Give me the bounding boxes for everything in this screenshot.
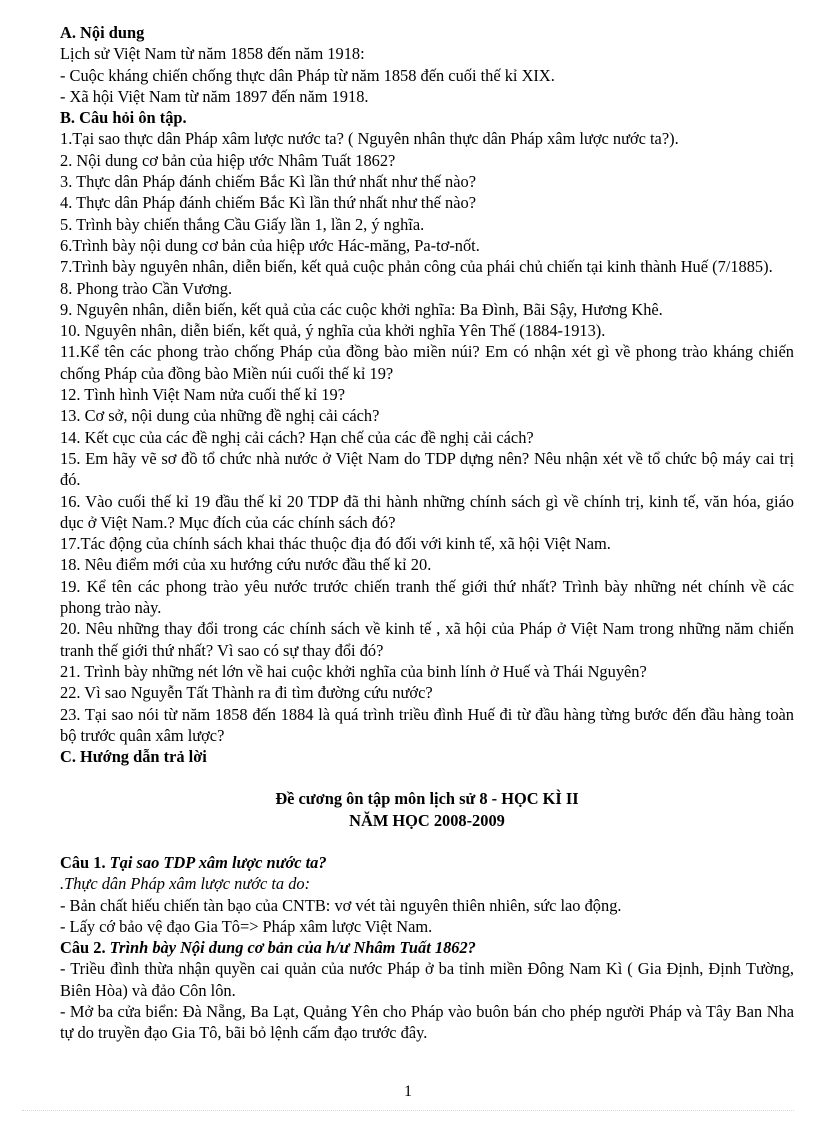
question-item: 9. Nguyên nhân, diễn biến, kết quả của các cuộc khởi nghĩa: Ba Đình, Bãi Sậy, Hương Khê.: [60, 299, 663, 319]
question-item: 3. Thực dân Pháp đánh chiếm Bắc Kì lần thứ nhất như thế nào?: [60, 172, 476, 192]
question-item: 13. Cơ sở, nội dung của những đề nghị cải cách?: [60, 406, 380, 426]
question-item: 4. Thực dân Pháp đánh chiếm Bắc Kì lần thứ nhất như thế nào?: [60, 193, 476, 213]
section-b-heading: B. Câu hỏi ôn tập.: [60, 108, 187, 128]
section-a-line: Lịch sử Việt Nam từ năm 1858 đến năm 1918:: [60, 44, 365, 64]
question-item: 16. Vào cuối thế kỉ 19 đầu thế kỉ 20 TDP đã thi hành những chính sách gì về chính trị, kinh tế, văn hóa, giáo dục ở Việt Nam.? Mục đích của các chính sách đó?: [60, 491, 794, 532]
question-item: 6.Trình bày nội dung cơ bản của hiệp ước Hác-măng, Pa-tơ-nốt.: [60, 235, 480, 255]
question-item: 12. Tình hình Việt Nam nửa cuối thế kỉ 19?: [60, 385, 345, 405]
question-item: 15. Em hãy vẽ sơ đồ tổ chức nhà nước ở Việt Nam do TDP dựng nên? Nêu nhận xét về tổ chức bộ máy cai trị đó.: [60, 448, 794, 490]
answer-intro: .Thực dân Pháp xâm lược nước ta do:: [60, 874, 311, 894]
page-footer-divider: [22, 1110, 794, 1111]
answer-line: - Triều đình thừa nhận quyền cai quản của nước Pháp ở ba tỉnh miền Đông Nam Kì ( Gia Định, Định Tường, Biên Hòa) và đảo Côn lôn.: [60, 959, 794, 1000]
question-item: 8. Phong trào Cần Vương.: [60, 278, 233, 298]
document-page: [60, 22, 794, 1044]
question-item: 18. Nêu điểm mới của xu hướng cứu nước đầu thế kỉ 20.: [60, 555, 432, 575]
answer-line: - Lấy cớ bảo vệ đạo Gia Tô=> Pháp xâm lược Việt Nam.: [60, 916, 433, 936]
school-year: NĂM HỌC 2008-2009: [349, 810, 505, 830]
answer-question: Trình bày Nội dung cơ bản của h/ư Nhâm Tuất 1862?: [109, 938, 476, 958]
section-c-heading: C. Hướng dẫn trả lời: [60, 747, 207, 767]
question-item: 11.Kể tên các phong trào chống Pháp của đồng bào miền núi? Em có nhận xét gì về phong trào kháng chiến chống Pháp của đồng bào Miền núi cuối thế kỉ 19?: [60, 342, 794, 383]
section-a-line: - Xã hội Việt Nam từ năm 1897 đến năm 1918.: [60, 86, 369, 106]
question-item: 19. Kể tên các phong trào yêu nước trước chiến tranh thế giới thứ nhất? Trình bày những nét chính về các phong trào này.: [60, 576, 794, 618]
question-item: 10. Nguyên nhân, diễn biến, kết quả, ý nghĩa của khởi nghĩa Yên Thế (1884-1913).: [60, 321, 606, 341]
question-item: 14. Kết cục của các đề nghị cải cách? Hạn chế của các đề nghị cải cách?: [60, 427, 534, 447]
question-item: 5. Trình bày chiến thắng Cầu Giấy lần 1, lần 2, ý nghĩa.: [60, 214, 425, 234]
answer-label: Câu 2.: [60, 938, 106, 958]
answer-heading: [60, 937, 794, 958]
answer-heading: [60, 852, 794, 873]
question-item: 23. Tại sao nói từ năm 1858 đến 1884 là quá trình triều đình Huế đi từ đầu hàng từng bước đến đầu hàng toàn bộ trước quân xâm lược?: [60, 704, 794, 745]
document-title: Đề cương ôn tập môn lịch sử 8 - HỌC KÌ II: [275, 789, 579, 809]
question-item: 22. Vì sao Nguyễn Tất Thành ra đi tìm đường cứu nước?: [60, 683, 433, 703]
answer-line: - Bản chất hiếu chiến tàn bạo của CNTB: vơ vét tài nguyên thiên nhiên, sức lao động.: [60, 895, 622, 915]
question-item: 21. Trình bày những nét lớn về hai cuộc khởi nghĩa của binh lính ở Huế và Thái Nguyên?: [60, 661, 647, 681]
answer-question: Tại sao TDP xâm lược nước ta?: [109, 852, 327, 872]
question-item: 7.Trình bày nguyên nhân, diễn biến, kết quả cuộc phản công của phái chủ chiến tại kinh thành Huế (7/1885).: [60, 257, 773, 277]
answer-line: - Mở ba cửa biển: Đà Nẵng, Ba Lạt, Quảng Yên cho Pháp vào buôn bán cho phép người Pháp và Tây Ban Nha tự do truyền đạo Gia Tô, bãi bỏ lệnh cấm đạo trước đây.: [60, 1002, 794, 1043]
question-item: 1.Tại sao thực dân Pháp xâm lược nước ta? ( Nguyên nhân thực dân Pháp xâm lược nước ta?).: [60, 129, 679, 149]
question-item: 20. Nêu những thay đổi trong các chính sách về kinh tế , xã hội của Pháp ở Việt Nam trong những năm chiến tranh thế giới thứ nhất? Vì sao có sự thay đổi đó?: [60, 619, 794, 660]
question-item: 2. Nội dung cơ bản của hiệp ước Nhâm Tuất 1862?: [60, 150, 396, 170]
section-a-line: - Cuộc kháng chiến chống thực dân Pháp từ năm 1858 đến cuối thế kỉ XIX.: [60, 65, 555, 85]
section-a-heading: A. Nội dung: [60, 23, 145, 42]
answer-label: Câu 1.: [60, 852, 106, 872]
page-number: 1: [404, 1083, 412, 1100]
question-item: 17.Tác động của chính sách khai thác thuộc địa đó đối với kinh tế, xã hội Việt Nam.: [60, 534, 611, 554]
